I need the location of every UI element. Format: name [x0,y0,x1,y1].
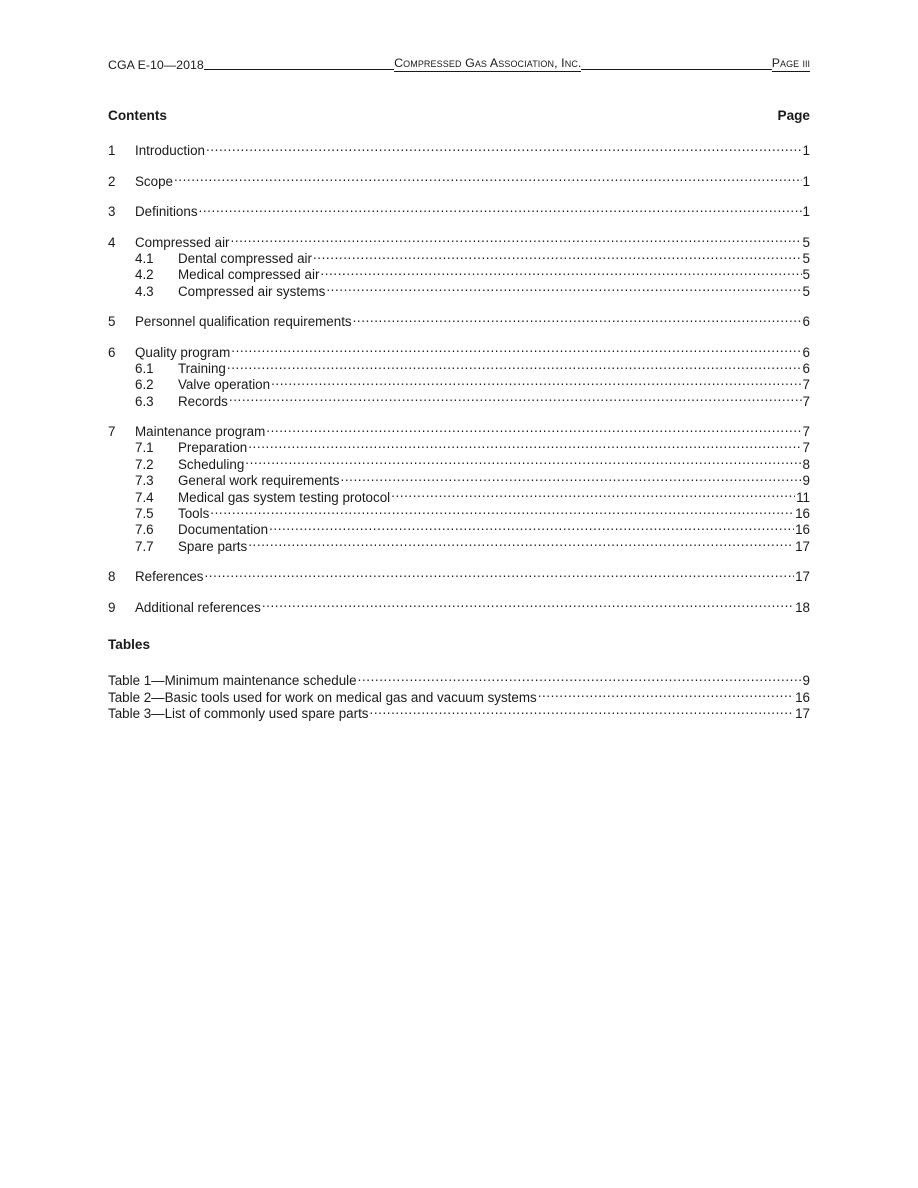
toc-entry-page: 5 [802,283,810,299]
toc-entry[interactable] [108,669,810,689]
toc-entry-title: Additional references [135,599,261,615]
toc-section-group [108,595,810,615]
toc-entry[interactable] [108,420,810,440]
toc-entry-page: 7 [802,377,810,393]
toc-entry-title: Compressed air [135,234,230,250]
tables-heading: Tables [108,637,151,652]
dot-leader [313,247,802,263]
toc-entry[interactable] [108,340,810,360]
toc-entry-page: 5 [802,267,810,283]
toc-entry-title: Medical compressed air [178,267,320,283]
dot-leader [231,340,801,356]
dot-leader [210,502,794,518]
toc-entry-page: 1 [802,204,810,220]
toc-entry-page: 7 [802,440,810,456]
dot-leader [320,263,801,279]
toc-entry-number: 8 [108,569,116,585]
page-column-label: Page [777,108,810,123]
header-rule [581,69,771,70]
header-document-id: CGA E-10—2018 [108,58,204,72]
table-of-contents [108,139,810,626]
toc-section-group [108,200,810,220]
toc-entry-page: 1 [802,143,810,159]
toc-entry-number: 7.7 [135,538,154,554]
toc-entry-title: Maintenance program [135,424,266,440]
toc-entry-title: Scope [135,173,173,189]
toc-entry-title: General work requirements [178,473,340,489]
toc-entry-title: Tools [178,506,210,522]
dot-leader [353,310,802,326]
toc-entry-number: 9 [108,599,116,615]
dot-leader [206,139,802,155]
toc-entry-title: Definitions [135,204,198,220]
dot-leader [266,420,801,436]
toc-entry[interactable] [108,139,810,159]
toc-entry-number: 7 [108,424,116,440]
document-page [108,0,810,1188]
toc-entry-title: Documentation [178,522,269,538]
toc-entry-number: 6.2 [135,377,154,393]
toc-entry-title: Medical gas system testing protocol [178,489,391,505]
toc-entry-number: 3 [108,204,116,220]
toc-entry-title: References [135,569,204,585]
toc-entry-title: Valve operation [178,377,271,393]
toc-entry-title: Table 1—Minimum maintenance schedule [108,673,357,689]
toc-entry-page: 18 [795,599,810,615]
toc-entry-title: Records [178,393,228,409]
toc-entry-page: 11 [796,489,810,505]
toc-entry-title: Introduction [135,143,205,159]
contents-title: Contents [108,108,167,123]
toc-entry-page: 16 [795,689,810,705]
toc-entry-page: 6 [802,360,810,376]
toc-section-group [108,139,810,159]
toc-entry-title: Scheduling [178,456,245,472]
toc-section-group [108,420,810,554]
toc-entry[interactable] [108,565,810,585]
dot-leader [262,595,794,611]
toc-entry[interactable] [108,169,810,189]
dot-leader [326,279,801,295]
header-rule [204,69,394,70]
toc-entry-page: 1 [802,173,810,189]
contents-heading-row [108,108,810,123]
toc-entry[interactable] [108,230,810,250]
toc-entry-title: Table 2—Basic tools used for work on medical gas and vacuum systems [108,689,537,705]
toc-entry-number: 6.1 [135,360,154,376]
toc-entry-title: Table 3—List of commonly used spare parts [108,706,369,722]
dot-leader [341,469,802,485]
header-organization: Compressed Gas Association, Inc. [394,56,582,70]
dot-leader [231,230,802,246]
toc-section-group [108,169,810,189]
toc-entry[interactable] [108,200,810,220]
toc-entry-page: 5 [802,234,810,250]
list-of-tables [108,669,810,722]
toc-entry-page: 16 [795,522,810,538]
toc-entry[interactable] [108,310,810,330]
toc-entry-title: Compressed air systems [178,283,326,299]
toc-entry-page: 9 [802,673,810,689]
toc-entry-number: 4.2 [135,267,154,283]
dot-leader [269,518,794,534]
dot-leader [199,200,802,216]
dot-leader [227,357,802,373]
toc-entry-page: 6 [802,314,810,330]
toc-entry-number: 1 [108,143,116,159]
dot-leader [229,389,802,405]
toc-entry-title: Spare parts [178,538,248,554]
toc-entry-number: 2 [108,173,116,189]
dot-leader [245,452,801,468]
toc-entry-page: 9 [802,473,810,489]
dot-leader [204,565,794,581]
toc-entry-page: 6 [802,344,810,360]
toc-entry-number: 6 [108,344,116,360]
toc-section-group [108,340,810,409]
toc-section-group [108,230,810,299]
toc-entry-number: 4 [108,234,116,250]
toc-entry-number: 5 [108,314,116,330]
toc-entry-title: Quality program [135,344,231,360]
toc-entry-number: 6.3 [135,393,154,409]
toc-entry-page: 17 [795,538,810,554]
toc-entry-page: 5 [802,250,810,266]
dot-leader [174,169,802,185]
toc-entry-page: 17 [795,706,810,722]
toc-entry-page: 17 [795,569,810,585]
toc-section-group [108,565,810,585]
running-header [108,54,810,72]
toc-entry-title: Training [178,360,226,376]
header-page-number: Page iii [771,56,811,70]
dot-leader [538,685,794,701]
toc-entry-page: 7 [802,424,810,440]
dot-leader [391,485,795,501]
toc-subentry[interactable] [108,518,810,538]
toc-entry[interactable] [108,595,810,615]
toc-entry-page: 16 [795,506,810,522]
toc-section-group [108,310,810,330]
dot-leader [248,436,801,452]
toc-entry-number: 7.1 [135,440,154,456]
toc-entry-title: Dental compressed air [178,250,312,266]
toc-entry-page: 7 [802,393,810,409]
toc-entry-number: 4.1 [135,250,154,266]
dot-leader [358,669,802,685]
toc-entry-page: 8 [802,456,810,472]
dot-leader [271,373,801,389]
dot-leader [370,702,795,718]
toc-entry-number: 7.6 [135,522,154,538]
toc-entry-number: 7.2 [135,456,154,472]
toc-entry-title: Personnel qualification requirements [135,314,352,330]
toc-entry-number: 7.3 [135,473,154,489]
dot-leader [248,534,794,550]
toc-entry-number: 7.5 [135,506,154,522]
toc-entry-title: Preparation [178,440,248,456]
toc-subentry[interactable] [108,502,810,522]
toc-entry-number: 4.3 [135,283,154,299]
toc-entry-number: 7.4 [135,489,154,505]
